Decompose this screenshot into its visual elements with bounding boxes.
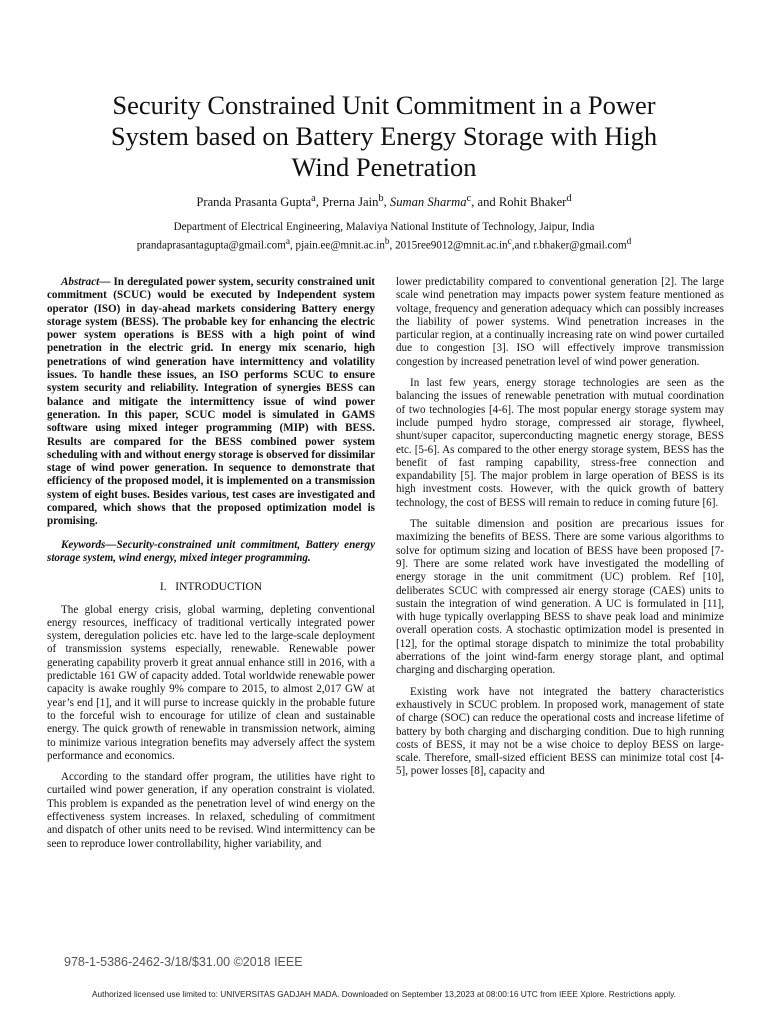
abstract xyxy=(47,276,375,529)
section-title-initial: I xyxy=(175,581,180,594)
body-paragraph: In last few years, energy storage technologies are seen as the balancing the issues of renewable penetration with mutual coordination of two technologies [4-6]. The most popular energy storage system may include pumped hydro storage, compressed air storage, flywheel, shunt/super capacitor, superconducting magnetic energy storage, BESS etc. [5-6]. As compared to the other energy storage system, BESS has the benefit of fast ramping capability, stress-free connection and expandability [5]. The major problem in large operation of BESS is its high investment costs. However, with the quick growth of battery technology, the cost of BESS will remain to reduce in coming future [6]. xyxy=(396,377,724,509)
body-paragraph: lower predictability compared to conventional generation [2]. The large scale wind penetration may impacts power system feature mentioned as voltage, frequency and generation adequacy which can possibly increases the liability of power systems. Wind penetration increases in the particular region, at a continually increasing rate on wind power curtailed due to congestion [3]. ISO will effectively improve transmission congestion by increased penetration level of wind power generation. xyxy=(396,276,724,368)
author-separator: , xyxy=(315,195,323,210)
email-superscript: c xyxy=(507,236,512,247)
abstract-label: Abstract xyxy=(61,276,100,288)
keywords-text: —Security-constrained unit commitment, Battery energy storage system, wind energy, mixed integer programming. xyxy=(47,538,375,564)
email-separator: ,and xyxy=(511,239,534,252)
author-name: Rohit Bhaker xyxy=(498,195,567,210)
section-number: I. xyxy=(159,581,167,594)
affiliation-line: Department of Electrical Engineering, Malaviya National Institute of Technology, Jaipur, India xyxy=(173,221,595,233)
author-superscript: d xyxy=(566,193,572,204)
license-notice: Authorized licensed use limited to: UNIVERSITAS GADJAH MADA. Downloaded on September 13,2023 at 08:00:16 UTC from IEEE Xplore. Restrictions apply. xyxy=(92,989,676,999)
email-address: prandaprasantagupta@gmail.com xyxy=(136,239,286,252)
email-superscript: d xyxy=(626,236,632,247)
author-separator: , xyxy=(383,195,390,210)
email-line xyxy=(40,235,728,253)
keywords xyxy=(47,539,375,566)
email-superscript: a xyxy=(285,236,290,247)
email-separator: , xyxy=(389,239,396,252)
title-line-1: Security Constrained Unit Commitment in a Power xyxy=(112,90,656,120)
body-paragraph: The suitable dimension and position are precarious issues for maximizing the benefits of BESS. There are some various algorithms to solve for optimum sizing and location of BESS have been proposed [7-9]. There are some related work have investigated the modelling of energy storage in the unit commitment (UC) problem. Ref [10], deliberates SCUC with compressed air energy storage (CAES) units to sustain the integration of wind generation. A UC is formulated in [11], with huge typically overlapping BESS to shave peak load and minimize overall operation costs. A stochastic optimization model is presented in [12], for the optimal storage dispatch to minimize the total probability aberrations of the joint wind-farm energy storage plant, and optimal charging and discharging operation. xyxy=(396,518,724,677)
author-superscript: c xyxy=(466,193,472,204)
keywords-label: Keywords xyxy=(61,538,106,551)
author-superscript: b xyxy=(378,193,384,204)
email-address: r.bhaker@gmail.com xyxy=(533,239,627,252)
author-list xyxy=(40,193,728,210)
body-paragraph: According to the standard offer program, the utilities have right to curtailed wind power generation, if any operation constraint is violated. This problem is expanded as the penetration level of wind energy on the effectiveness system increases. In relaxed, scheduling of commitment and dispatch of other units need to be revised. Wind intermittency can be seen to reproduce lower controllability, higher variability, and xyxy=(47,771,375,850)
body-paragraph: The global energy crisis, global warming, depleting conventional energy resources, inefficacy of traditional vertically integrated power system, deregulation policies etc. have led to the large-scale deployment of transmission systems especially, renewable. Renewable power generating capability proverb it great annual enhance still in 2016, with a predictable 161 GW of capacity added. Total worldwide renewable power capacity is awake roughly 9% compare to 2015, to almost 2,017 GW at year’s end [1], and it will purse to increase quickly in the probable future to the forceful wish to encourage for utilize of clean and sustainable energy. The quick growth of renewable in transmission network, aiming to minimize various integration benefits may adversely affect the system performance and economics. xyxy=(47,603,375,762)
email-address: 2015ree9012@mnit.ac.in xyxy=(395,239,508,252)
author-name: Prerna Jain xyxy=(322,195,379,210)
email-address: pjain.ee@mnit.ac.in xyxy=(295,239,385,252)
section-heading-introduction xyxy=(47,581,375,594)
title-line-2: System based on Battery Energy Storage with High xyxy=(110,121,658,151)
title-line-3: Wind Penetration xyxy=(291,152,477,182)
paper-title xyxy=(40,90,728,183)
author-separator: , and xyxy=(471,195,499,210)
email-separator: , xyxy=(289,239,296,252)
affiliation xyxy=(40,220,728,253)
left-column xyxy=(47,276,375,859)
author-superscript: a xyxy=(311,193,316,204)
abstract-text: — In deregulated power system, security constrained unit commitment (SCUC) would be executed by Independent system operator (ISO) in day-ahead markets considering Battery energy storage system (BESS). The probable key for enhancing the electric power system operations is BESS with a high point of wind penetration in the electric grid. In energy mix scenario, high penetrations of wind generation have intermittency and volatility issues. To handle these issues, an ISO performs SCUC to ensure system security and reliability. Integration of synergies BESS can balance and mitigate the intermittency issue of wind power generation. In this paper, SCUC model is simulated in GAMS software using mixed integer programming (MIP) with BESS. Results are compared for the BESS combined power system scheduling with and without energy storage is observed for dissimilar stage of wind power generation. In sequence to demonstrate that efficiency of the proposed model, it is implemented on a transmission system of eight buses. Besides various, test cases are investigated and compared, which shows that the proposed optimization model is promising. xyxy=(47,276,375,528)
author-name: Pranda Prasanta Gupta xyxy=(196,195,312,210)
email-superscript: b xyxy=(384,236,390,247)
section-title-rest: NTRODUCTION xyxy=(179,581,263,594)
author-name: Suman Sharma xyxy=(389,195,467,210)
copyright-isbn: 978-1-5386-2462-3/18/$31.00 ©2018 IEEE xyxy=(64,955,303,969)
body-paragraph: Existing work have not integrated the battery characteristics exhaustively in SCUC problem. In proposed work, management of state of charge (SOC) can reduce the operational costs and increase lifetime of battery by both charging and discharging condition. Due to high running costs of BESS, it may not be a wise choice to deploy BESS on large-scale. Therefore, small-sized efficient BESS can minimize total cost [4-5], power losses [8], capacity and xyxy=(396,685,724,778)
right-column xyxy=(396,276,724,787)
